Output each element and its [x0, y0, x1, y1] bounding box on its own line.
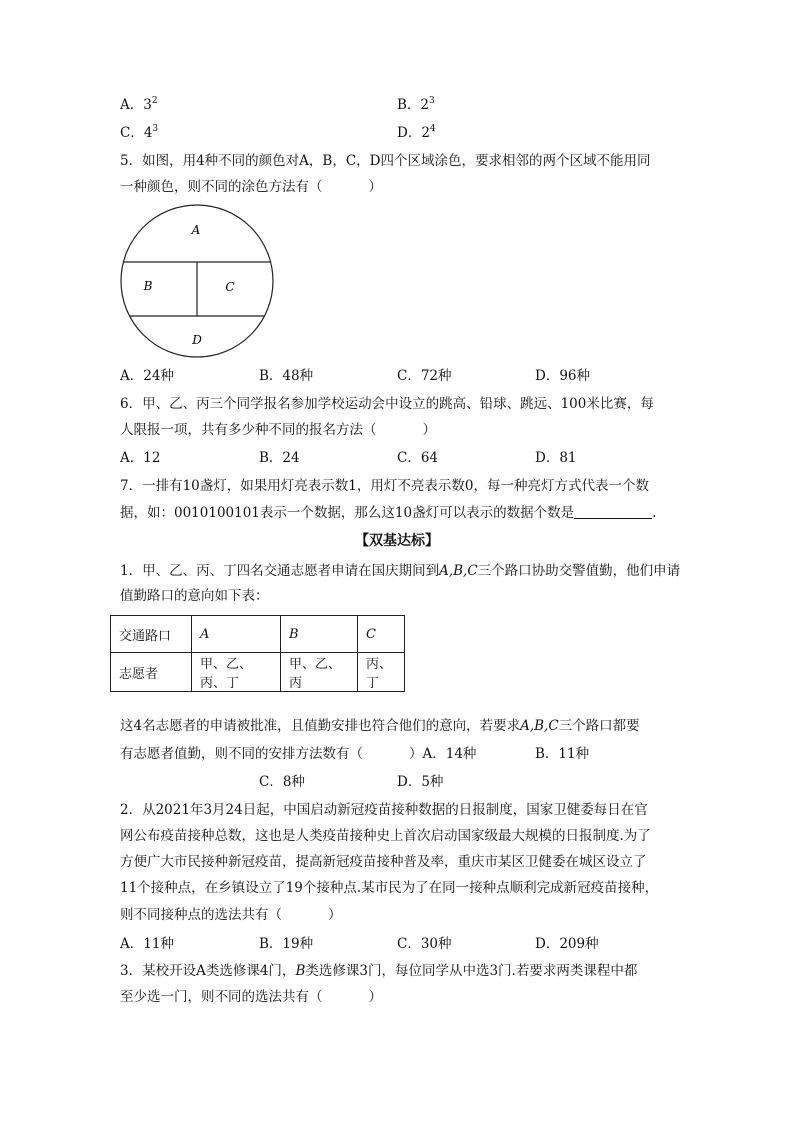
region-b-label: B — [143, 279, 153, 293]
q4-option-d: D．$2^4$ — [397, 124, 436, 141]
q5-stem-line1: 5．如图，用4种不同的颜色对A，B，C，D四个区域涂色，要求相邻的两个区域不能用同 — [120, 153, 651, 169]
b2-stem-line4: 11个接种点，在乡镇设立了19个接种点.某市民为了在同一接种点顺利完成新冠疫苗接种， — [120, 880, 659, 896]
table-cell: A — [192, 616, 281, 653]
q5-option-b: B．48种 — [259, 368, 314, 384]
table-cell: 甲、乙、丙、丁 — [192, 653, 281, 692]
table-cell: 志愿者 — [111, 653, 192, 692]
b3-stem-line2: 至少选一门，则不同的选法共有（ ） — [120, 989, 382, 1005]
b2-stem-line5: 则不同接种点的选法共有（ ） — [120, 907, 342, 923]
b2-option-a: A．11种 — [120, 936, 174, 952]
b3-stem-line1: 3．某校开设A类选修课4门，B类选修课3门，每位同学从中选3门.若要求两类课程中都 — [120, 963, 638, 979]
b1-option-c: C．8种 — [259, 774, 305, 790]
answer-blank — [574, 504, 652, 519]
q6-option-c: C．64 — [397, 450, 439, 466]
q5-stem-line2: 一种颜色，则不同的涂色方法有（ ） — [120, 179, 382, 195]
b2-stem-line2: 网公布疫苗接种总数，这也是人类疫苗接种史上首次启动国家级最大规模的日报制度.为了 — [120, 828, 651, 844]
b2-option-b: B．19种 — [259, 936, 314, 952]
region-coloring-figure — [119, 203, 279, 359]
table-header-row — [111, 616, 405, 653]
b1-stem-line2: 值勤路口的意向如下表： — [120, 588, 269, 604]
b1-followup-line2: 有志愿者值勤，则不同的安排方法数有（ ）A．14种 — [120, 746, 477, 762]
q6-option-a: A．12 — [120, 450, 161, 466]
b1-option-d: D．5种 — [397, 774, 444, 790]
b2-stem-line1: 2．从2021年3月24日起，中国启动新冠疫苗接种数据的日报制度，国家卫健委每日在官 — [120, 802, 648, 818]
table-cell: 甲、乙、丙 — [281, 653, 358, 692]
region-a-label: A — [191, 223, 201, 237]
b2-option-c: C．30种 — [397, 936, 452, 952]
q5-option-a: A．24种 — [120, 368, 174, 384]
b1-followup-line1: 这4名志愿者的申请被批准，且值勤安排也符合他们的意向，若要求A,B,C三个路口都要 — [120, 718, 640, 734]
region-c-label: C — [225, 280, 235, 294]
q6-option-d: D．81 — [535, 450, 577, 466]
table-cell: 交通路口 — [111, 616, 192, 653]
b1-option-b: B．11种 — [535, 746, 590, 762]
table-cell: C — [358, 616, 405, 653]
table-cell: 丙、丁 — [358, 653, 405, 692]
q4-option-c: C．$4^3$ — [120, 124, 159, 141]
q5-option-d: D．96种 — [535, 368, 591, 384]
table-row — [111, 653, 405, 692]
q4-option-a: A．$3^2$ — [120, 96, 158, 113]
q5-option-c: C．72种 — [397, 368, 452, 384]
intent-table — [110, 615, 405, 692]
q4-option-b: B．$2^3$ — [397, 96, 435, 113]
b1-stem-line1: 1．甲、乙、丙、丁四名交通志愿者申请在国庆期间到A,B,C三个路口协助交警值勤，他们申请 — [120, 563, 681, 579]
q7-stem-line1: 7．一排有10盏灯，如果用灯亮表示数1，用灯不亮表示数0，每一种亮灯方式代表一个数 — [120, 478, 649, 494]
q7-stem-line2: 据，如：0010100101表示一个数据，那么这10盏灯可以表示的数据个数是 . — [120, 505, 657, 521]
region-d-label: D — [192, 333, 202, 347]
q6-stem-line2: 人限报一项，共有多少种不同的报名方法（ ） — [120, 422, 436, 438]
table-cell: B — [281, 616, 358, 653]
b2-stem-line3: 方便广大市民接种新冠疫苗，提高新冠疫苗接种普及率，重庆市某区卫健委在城区设立了 — [120, 854, 647, 870]
q6-option-b: B．24 — [259, 450, 300, 466]
b2-option-d: D．209种 — [535, 936, 599, 952]
section-title: 【双基达标】 — [355, 533, 439, 549]
q6-stem-line1: 6．甲、乙、丙三个同学报名参加学校运动会中设立的跳高、铅球、跳远、100米比赛，每 — [120, 396, 654, 412]
